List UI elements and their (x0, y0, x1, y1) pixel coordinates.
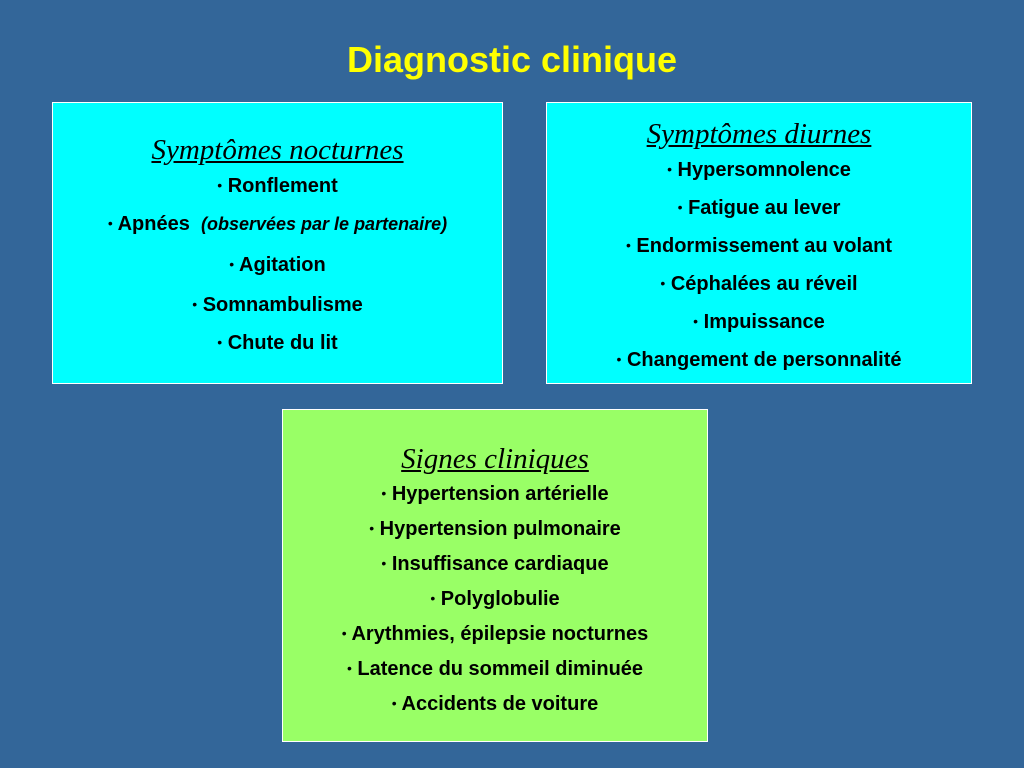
bullet-icon: • (217, 177, 223, 193)
night-symptoms-box (52, 102, 503, 384)
bullet-icon: • (660, 275, 666, 291)
bullet-icon: • (192, 296, 198, 312)
bullet-icon: • (381, 555, 387, 571)
bullet-icon: • (217, 334, 223, 350)
bullet-icon: • (391, 695, 397, 711)
bullet-icon: • (346, 660, 352, 676)
bullet-icon: • (229, 256, 235, 272)
bullet-icon: • (369, 520, 375, 536)
list-item: • Hypertension artérielle (381, 483, 609, 505)
bullet-icon: • (667, 161, 672, 177)
list-item: • Arythmies, épilepsie nocturnes (341, 623, 649, 645)
bullet-icon: • (625, 237, 631, 253)
apnees-note: (observées par le partenaire) (200, 214, 448, 234)
day-symptoms-box (546, 102, 972, 384)
list-item: • Céphalées au réveil (660, 273, 858, 295)
list-item: • Changement de personnalité (616, 349, 902, 371)
bullet-icon: • (107, 215, 113, 231)
day-symptoms-heading: Symptômes diurnes (646, 118, 872, 150)
list-item: • Endormissement au volant (625, 235, 893, 257)
clinical-signs-box (282, 409, 708, 742)
list-item: • Insuffisance cardiaque (381, 553, 609, 575)
clinical-signs-heading: Signes cliniques (401, 443, 589, 475)
list-item: • Ronflement (217, 175, 338, 197)
bullet-icon: • (381, 485, 387, 501)
list-item: • Somnambulisme (192, 294, 363, 316)
list-item: • Polyglobulie (430, 588, 560, 610)
bullet-icon: • (693, 313, 699, 329)
bullet-icon: • (677, 199, 683, 215)
list-item: • Hypertension pulmonaire (369, 518, 621, 540)
list-item: • Accidents de voiture (391, 693, 599, 715)
list-item: • Fatigue au lever (677, 197, 841, 219)
list-item: • Hypersomnolence (667, 159, 851, 181)
night-symptoms-heading: Symptômes nocturnes (151, 134, 404, 166)
list-item: • Chute du lit (217, 332, 338, 354)
list-item: • Impuissance (693, 311, 825, 333)
list-item: • Latence du sommeil diminuée (346, 658, 644, 680)
list-item: • Apnées (observées par le partenaire) (107, 213, 448, 235)
list-item: • Agitation (229, 254, 326, 276)
bullet-icon: • (430, 590, 436, 606)
slide-title: Diagnostic clinique (346, 39, 678, 80)
bullet-icon: • (616, 351, 622, 367)
bullet-icon: • (341, 625, 347, 641)
